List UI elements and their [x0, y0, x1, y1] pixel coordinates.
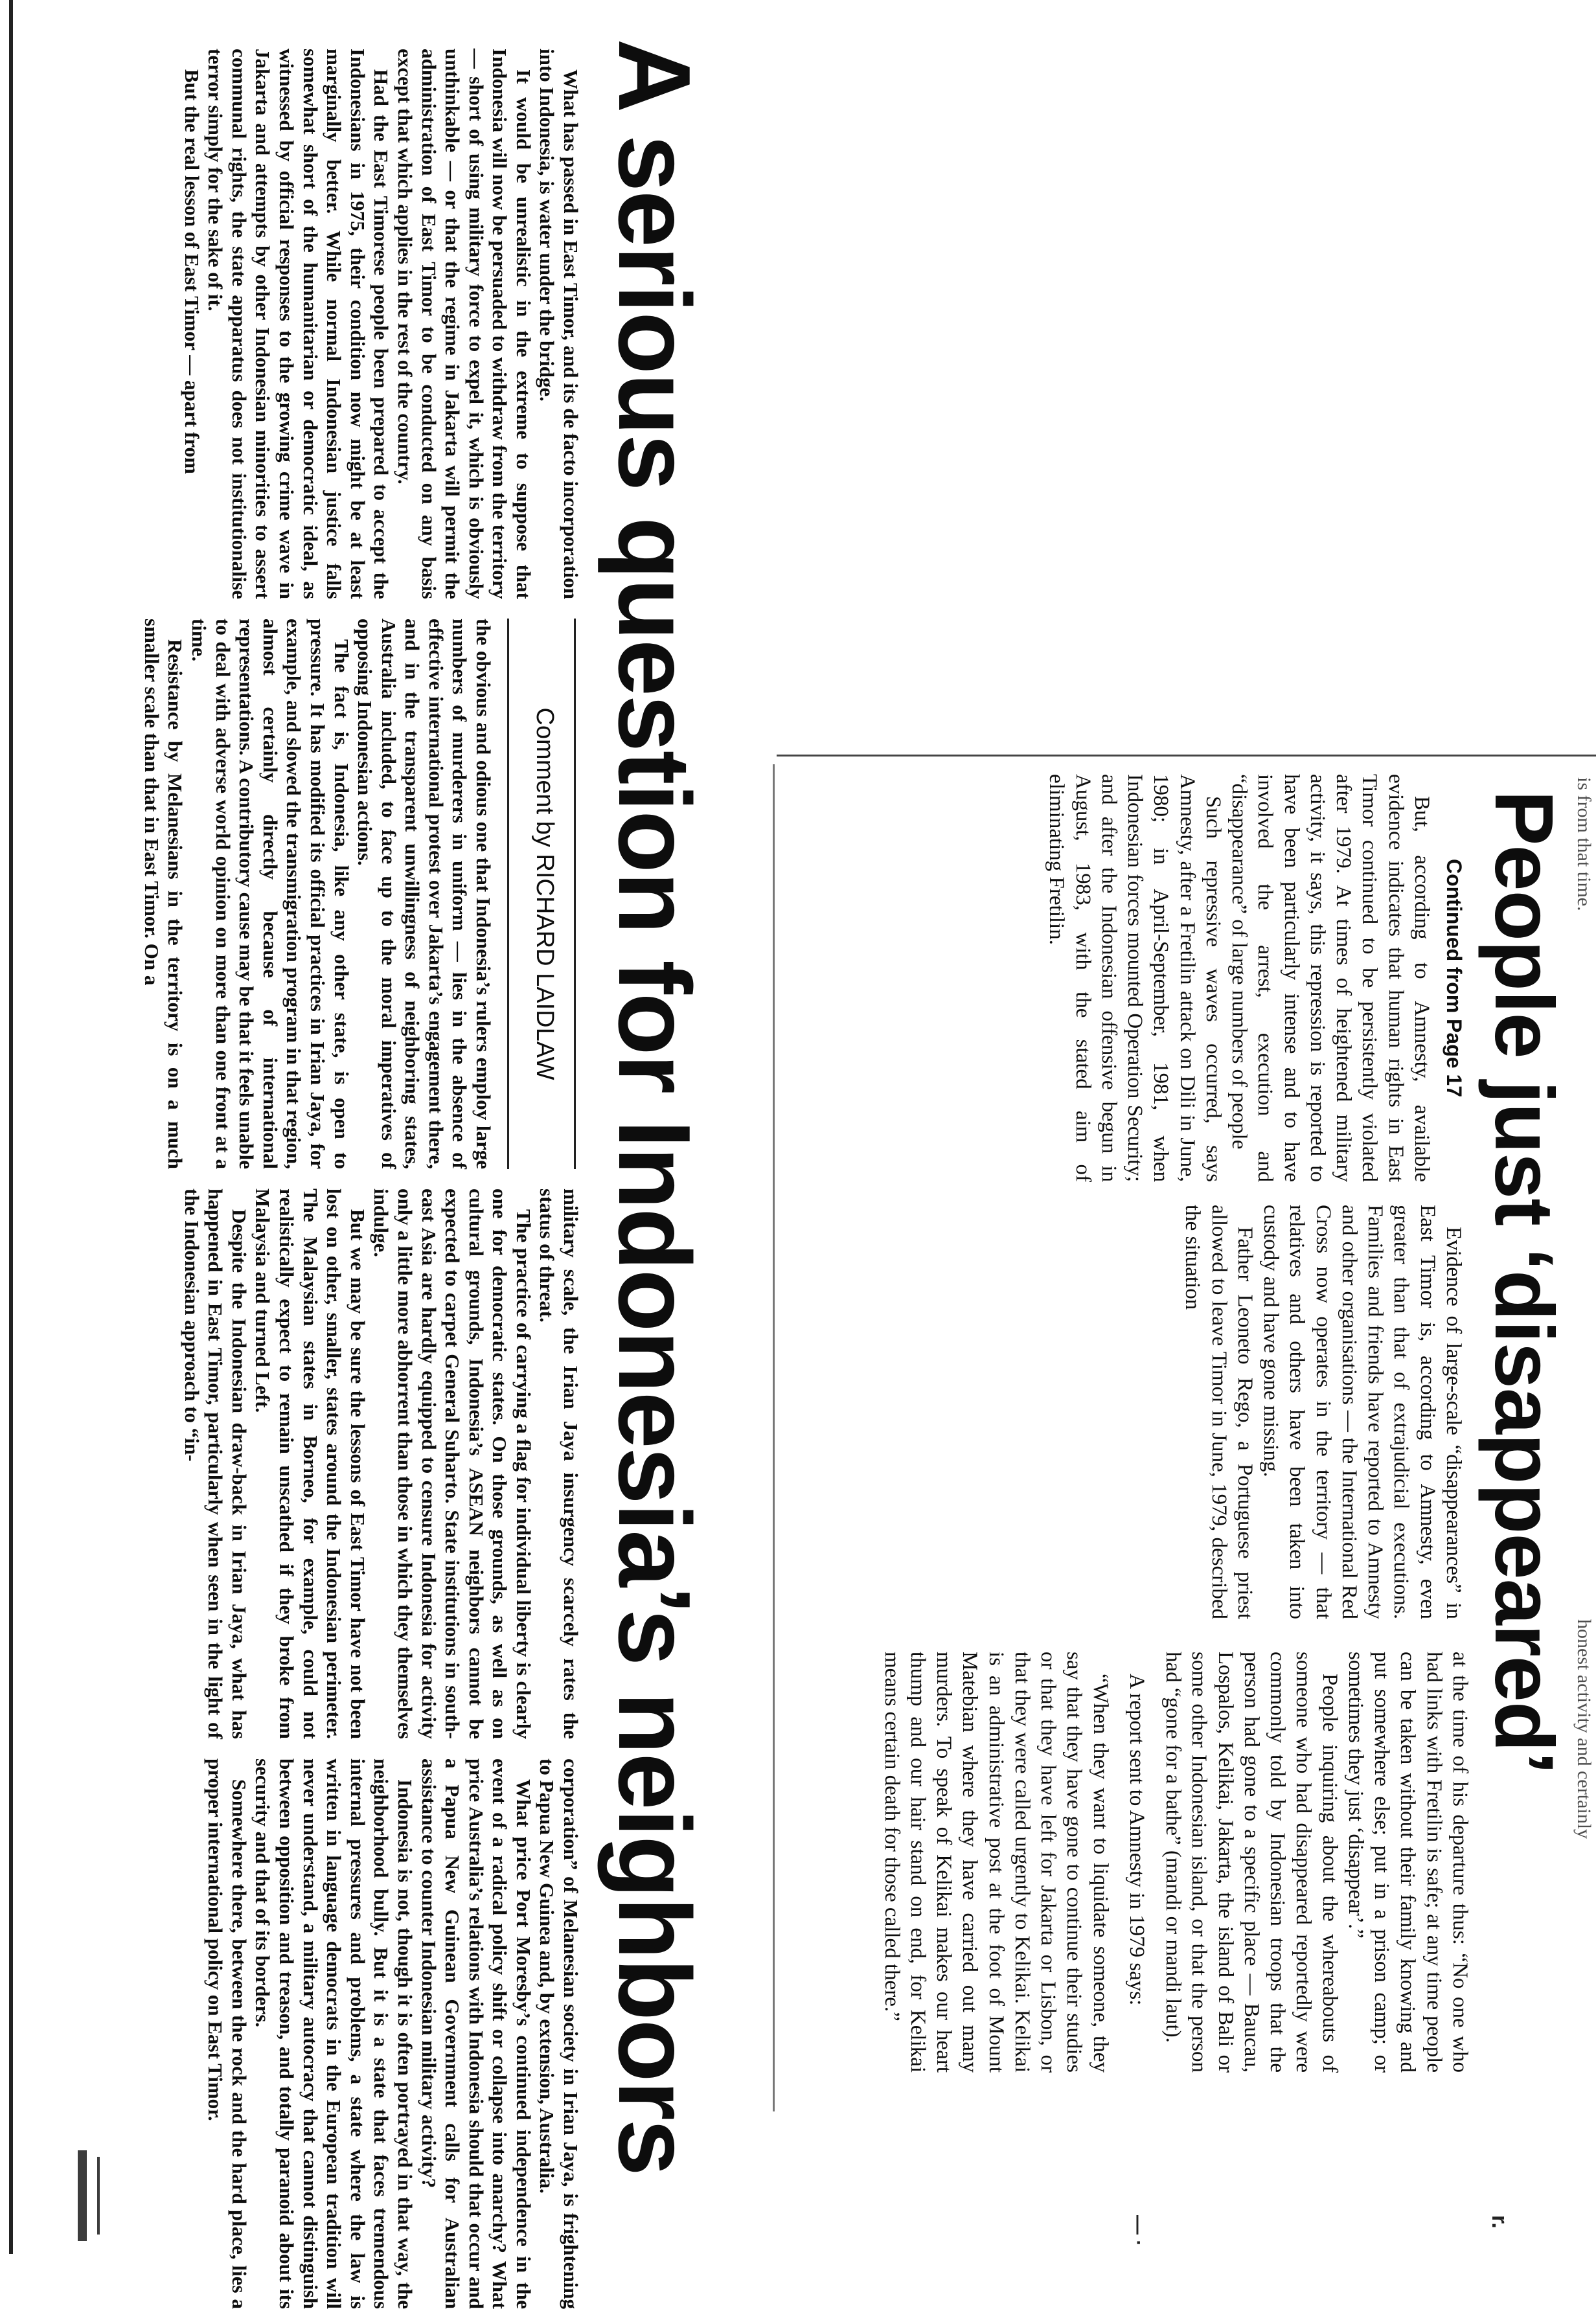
paragraph: The fact is, Indonesia, like any other state, is open to pressure. It has modified its official practices in Irian Jaya, for example, and slowed the transmigration program in that region, almost certainly directly because of international representations. A contributory cause may be that it feels unable to deal with adverse world opinion on more than one front at a time.	[188, 619, 353, 1169]
top-article-column-1	[786, 774, 1466, 1182]
paragraph: corporation” of Melanesian society in Irian Jaya, is frightening to Papua New Guinea and, by extension, Australia.	[536, 1758, 582, 2309]
article-headline-people-disappeared: People just ‘disappeared’	[1477, 790, 1570, 1774]
paragraph: “When they want to liquidate someone, they say that they have gone to continue their studies or that they have left for Jakarta or Lisbon, or that they were called urgently to Kelikai. Kelikai is an administrative post at the foot of Mount Matebian where they have carried out many murders. To speak of Kelikai makes our heart thump and our hair stand on end, for Kelikai means certain death for those called there.”	[880, 1652, 1112, 2073]
paragraph: A report sent to Amnesty in 1979 says:	[1125, 1674, 1148, 2006]
scan-rule-top-article	[773, 764, 775, 2111]
paragraph: People inquiring about the whereabouts of someone who had disappeared reportedly were commonly told by Indonesian troops that the person had gone to a specific place — Baucau, Lospalos, Kelikai, Jakarta, the island of Bali or some other Indonesian island, or that the person had “gone for a bathe” (mandi or mandi laut).	[1161, 1652, 1341, 2073]
paragraph: Somewhere there, between the rock and the hard place, lies a proper international policy on East Timor.	[204, 1758, 251, 2309]
paragraph: Indonesia is not, though it is often portrayed in that way, the neighborhood bully. But it is a state that faces tremendous internal pressures and problems, a state where the law is written in language democrats in the European tradition will never understand, a military autocracy that cannot distinguish between opposition and treason, and totally paranoid about its security and that of its borders.	[251, 1758, 416, 2309]
clipped-text-left: is from that time.	[1573, 777, 1595, 911]
paragraph: What has passed in East Timor, and its de facto incorporation into Indonesia, is water under the bridge.	[536, 49, 582, 599]
article-headline-serious-question: A serious question for Indonesia’s neighbors	[597, 39, 711, 2175]
top-article-column-3	[793, 1652, 1473, 2073]
paragraph: The practice of carrying a flag for individual liberty is clearly one for democratic states. On those grounds, as well as on cultural grounds, Indonesia’s ASEAN neighbors cannot be expected to carpet General Suharto. State institutions in south-east Asia are hardly equipped to censure Indonesia for activity only a little more abhorrent than those in which they themselves indulge.	[370, 1189, 535, 1739]
stray-mark-dash: — ·	[1128, 2215, 1149, 2247]
paragraph: Resistance by Melanesians in the territory is on a much smaller scale than that in East Timor. On a	[140, 619, 187, 1169]
bottom-article-column-3	[12, 1189, 582, 1739]
paragraph: military scale, the Irian Jaya insurgency scarcely rates the status of threat.	[536, 1189, 582, 1739]
paragraph: Evidence of large-scale “disappearances” in East Timor is, according to Amnesty, even greater than that of extrajudicial executions. Families and friends have reported to Amnesty and other organisations — the International Red Cross now operates in the territory — that relatives and others have been taken into custody and have gone missing.	[1259, 1205, 1465, 1619]
paragraph: But, according to Amnesty, available evidence indicates that human rights in East Timor continued to be persistently violated after 1979. At times of heightened military activity, it says, this repression is reported to have been particularly intense and to have involved the arrest, execution and “disappearance” of large numbers of people	[1227, 774, 1433, 1182]
paragraph: But we may be sure the lessons of East Timor have not been lost on other, smaller, states around the Indonesian perimeter. The Malaysian states in Borneo, for example, could not realistically expect to remain unscathed if they broke from Malaysia and turned Left.	[251, 1189, 369, 1739]
stray-mark-corner: r.	[1487, 2215, 1512, 2229]
paragraph: at the time of his departure thus: “No one who had links with Fretilin is safe; at any time people can be taken without their family knowing and put somewhere else; put in a prison camp; or sometimes they just ‘disappear’.”	[1344, 1652, 1472, 2073]
top-article-column-2	[786, 1205, 1466, 1619]
paragraph: But the real lesson of East Timor — apart from	[180, 69, 203, 474]
paragraph: Despite the Indonesian draw-back in Irian Jaya, what has happened in East Timor, particularly when seen in the light of the Indonesian approach to “in-	[180, 1189, 251, 1739]
bottom-article-column-1	[25, 49, 582, 599]
paragraph: It would be unrealistic in the extreme to suppose that Indonesia will now be persuaded to withdraw from the territory — short of using military force to expel it, which is obviously unthinkable — or that the regime in Jakarta will permit the administration of East Timor to be conducted on any basis except that which applies in the rest of the country.	[393, 49, 535, 599]
continued-from-label: Continued from Page 17	[1442, 858, 1466, 1098]
byline: Comment by RICHARD LAIDLAW	[531, 707, 558, 1080]
paragraph: Father Leoneto Rego, a Portuguese priest allowed to leave Timor in June, 1979, described the situation	[1181, 1205, 1257, 1619]
paragraph: Had the East Timorese people been prepared to accept the Indonesians in 1975, their condition now might be at least marginally better. While normal Indonesian justice falls somewhat short of the humanitarian or democratic ideal, as witnessed by official responses to the growing crime wave in Jakarta and attempts by other Indonesian minorities to assert communal rights, the state apparatus does not institutionalise terror simply for the sake of it.	[204, 49, 393, 599]
byline-box	[507, 619, 576, 1169]
paragraph: the obvious and odious one that Indonesia’s rulers employ large numbers of murderers in uniform — lies in the absence of effective international protest over Jakarta’s engagement there, and in the transparent unwillingness of neighboring states, Australia included, to face up to the moral imperatives of opposing Indonesian actions.	[354, 619, 495, 1169]
clipped-text-right: honest activity and certainly	[1573, 1619, 1595, 1839]
bottom-article-column-2	[16, 619, 495, 1169]
paragraph: Such repressive waves occurred, says Amnesty, after a Fretilin attack on Dili in June, 1980; in April-September, 1981, when Indonesian forces mounted Operation Security; and after the Indonesian offensive begun in August, 1983, with the stated aim of eliminating Fretilin.	[1045, 774, 1225, 1182]
bottom-article-column-4	[12, 1758, 582, 2309]
paragraph: What price Port Moresby’s continued independence in the event of a radical policy shift or collapse into anarchy? What price Australia’s relations with Indonesia should that occur and a Papua New Guinean Government calls for Australian assistance to counter Indonesian military activity?	[417, 1758, 535, 2309]
